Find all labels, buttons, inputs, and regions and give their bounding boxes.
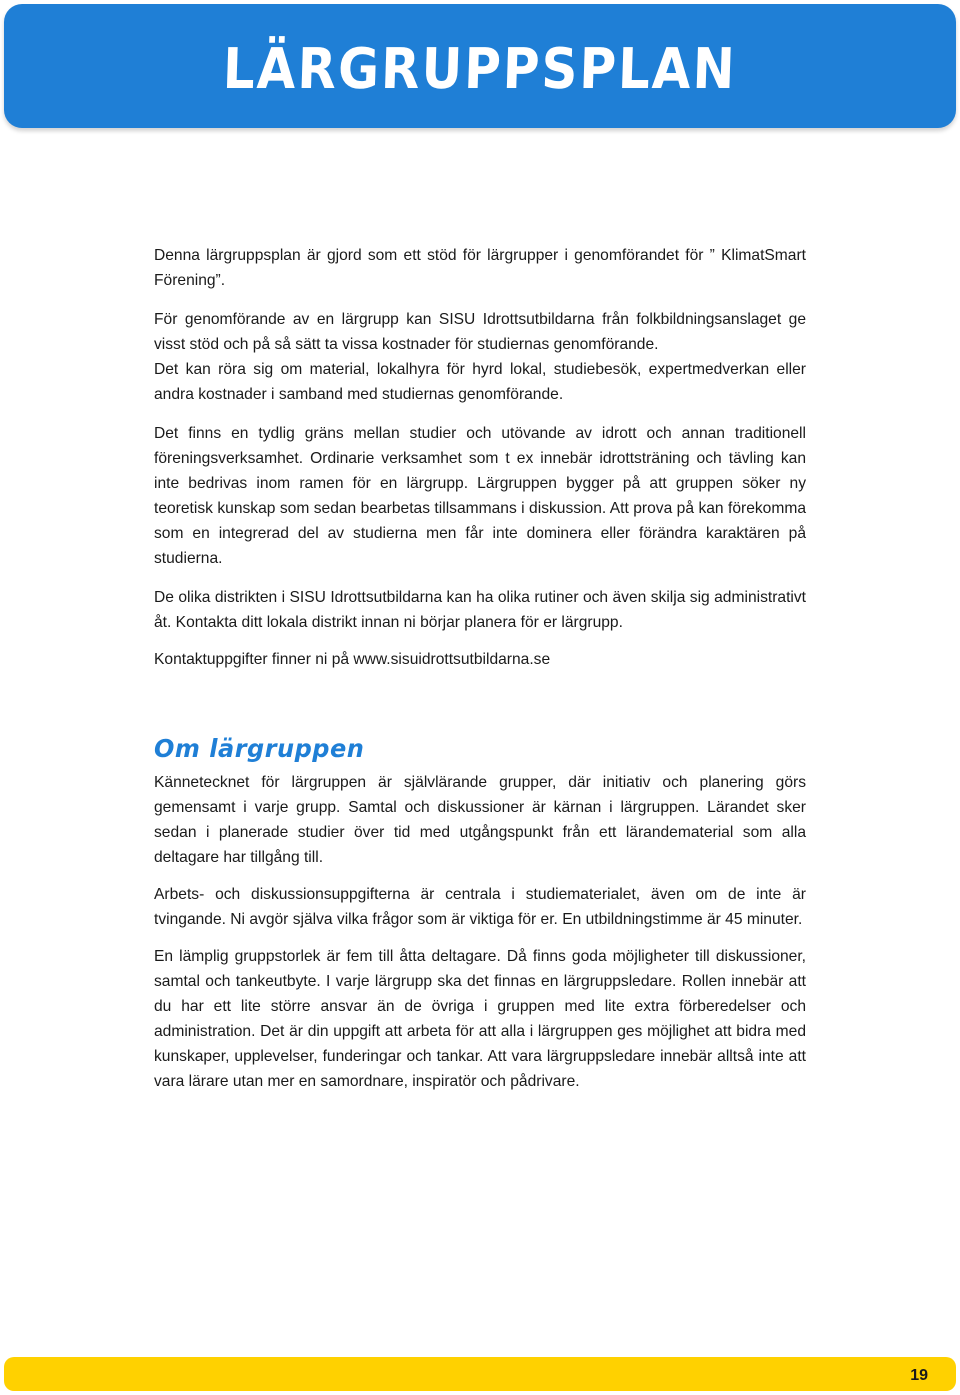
- footer-bar: [4, 1357, 956, 1391]
- section-paragraph-2: Arbets- och diskussionsuppgifterna är centrala i studiematerialet, även om de inte är tvingande. Ni avgör själva vilka frågor som är viktiga för er. En utbildningstimme är 45 minuter.: [154, 886, 806, 928]
- section-paragraph-1: Kännetecknet för lärgruppen är självlärande grupper, där initiativ och planering görs gemensamt i varje grupp. Samtal och diskussioner är kärnan i lärgruppen. Lärandet sker sedan i planerade studier över tid med utgångspunkt från ett lärandematerial som alla deltagare har tillgång till.: [154, 774, 806, 866]
- page-title: LÄRGRUPPSPLAN: [222, 36, 738, 102]
- section-heading: Om lärgruppen: [154, 734, 365, 764]
- section-paragraph-3: En lämplig gruppstorlek är fem till åtta deltagare. Då finns goda möjligheter till diskussioner, samtal och tankeutbyte. I varje lärgrupp ska det finnas en lärgruppsledare. Rollen innebär att du har ett lite större ansvar än de övriga i gruppen med lite extra förberedelser och administration. Det är din uppgift att arbeta för att alla i lärgruppen ges möjlighet att bidra med kunskaper, upplevelser, funderingar och tankar. Att vara lärgruppsledare innebär alltså inte att vara lärare utan mer en samordnare, inspiratör och pådrivare.: [154, 948, 806, 1090]
- intro-paragraph-4: Det finns en tydlig gräns mellan studier och utövande av idrott och annan traditionell föreningsverksamhet. Ordinarie verksamhet som t ex innebär idrottsträning och tävling kan inte bedrivas inom ramen för en lärgrupp. Lärgruppen bygger på att gruppen söker ny teoretisk kunskap som sedan bearbetas tillsammans i diskussion. Att prova på kan förekomma som en integrerad del av studierna men får inte dominera eller förändra karaktären på studierna.: [154, 425, 806, 567]
- intro-paragraph-5: De olika distrikten i SISU Idrottsutbildarna kan ha olika rutiner och även skilja sig administrativt åt. Kontakta ditt lokala distrikt innan ni börjar planera för er lärgrupp.: [154, 589, 806, 631]
- main-content: [154, 243, 806, 1094]
- header-banner: [4, 4, 956, 128]
- page-number: 19: [910, 1367, 928, 1384]
- contact-paragraph: Kontaktuppgifter finner ni på www.sisuidrottsutbildarna.se: [154, 651, 551, 668]
- intro-paragraph-1: Denna lärgruppsplan är gjord som ett stöd för lärgrupper i genomförandet för ” KlimatSmart Förening”.: [154, 247, 806, 289]
- intro-paragraph-2: För genomförande av en lärgrupp kan SISU Idrottsutbildarna från folkbildningsanslaget ge visst stöd och på så sätt ta vissa kostnader för studiernas genomförande.: [154, 311, 806, 353]
- intro-paragraph-3: Det kan röra sig om material, lokalhyra för hyrd lokal, studiebesök, expertmedverkan eller andra kostnader i samband med studiernas genomförande.: [154, 361, 806, 403]
